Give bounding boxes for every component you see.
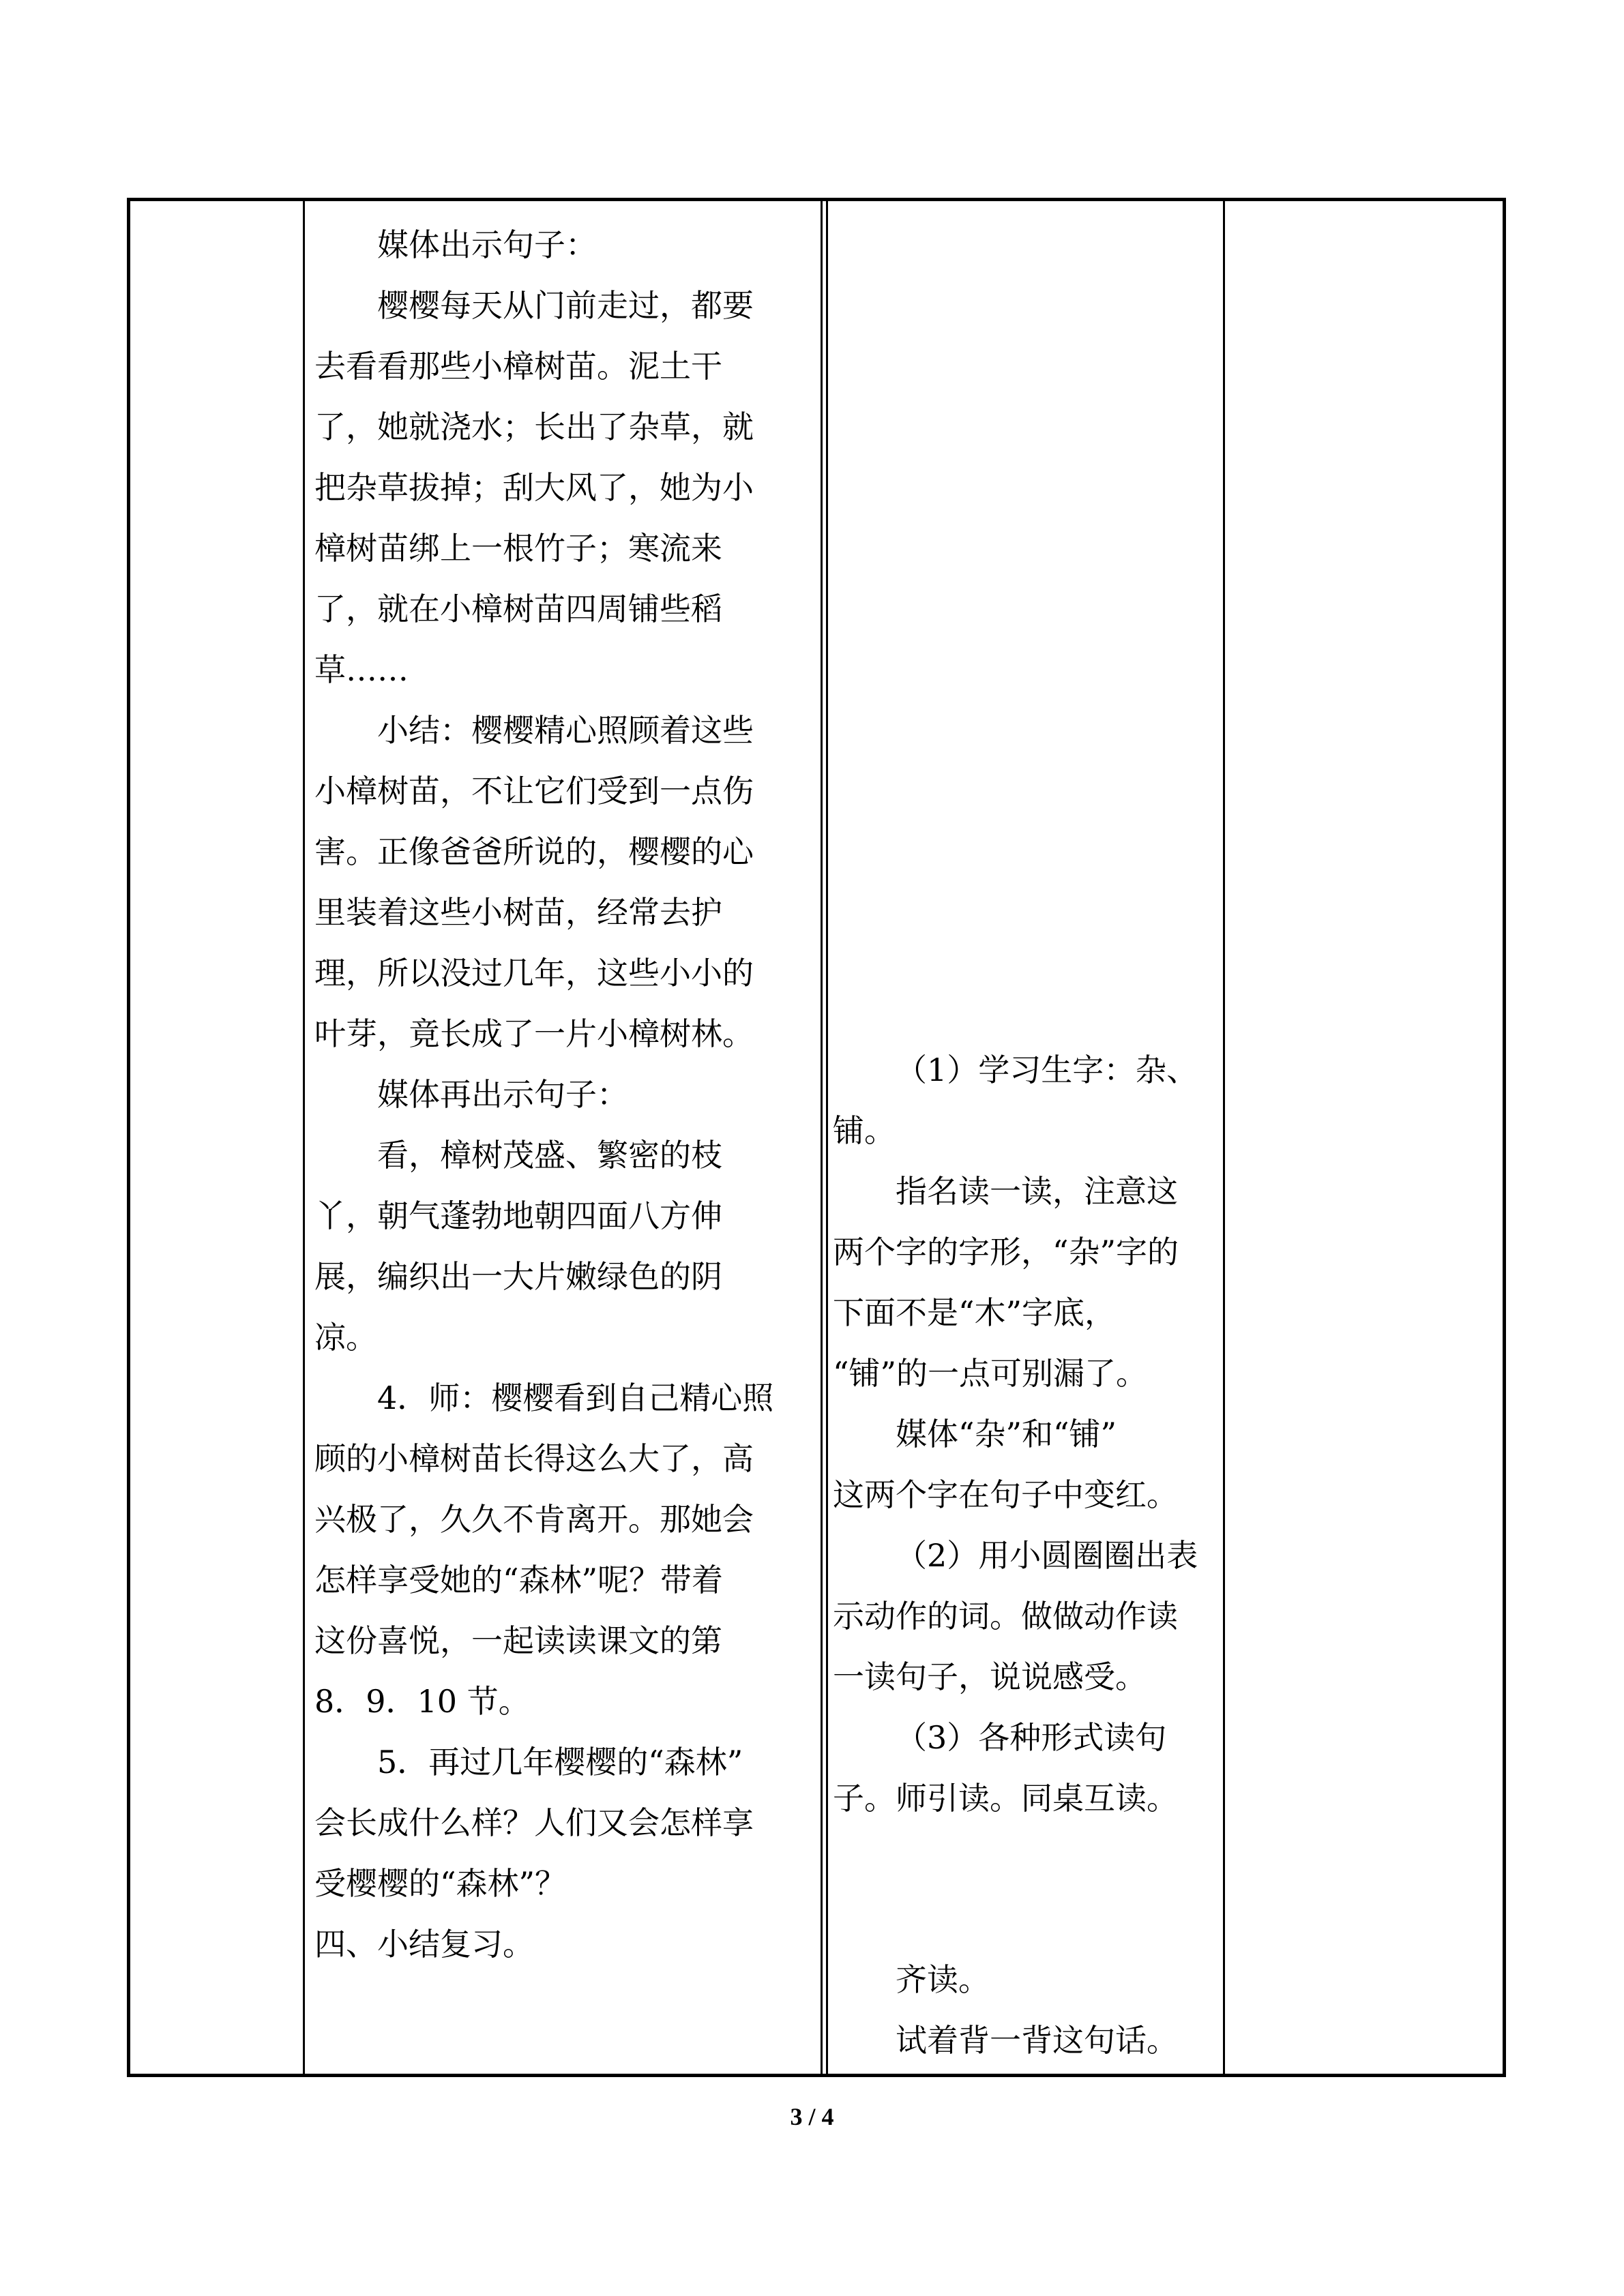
text-line: 叶芽，竟长成了一片小樟树林。 — [314, 1015, 754, 1052]
text-line: （3）各种形式读句 — [896, 1719, 1167, 1756]
text-line: 四、小结复习。 — [314, 1926, 534, 1963]
text-line: 媒体出示句子： — [377, 226, 597, 263]
text-line: 了，就在小樟树苗四周铺些稻 — [314, 591, 722, 627]
column-divider-3 — [1223, 201, 1225, 2074]
student-activity-block-2 — [833, 1950, 1218, 2071]
page-number: 3 / 4 — [790, 2103, 834, 2130]
text-line: 指名读一读，注意这 — [896, 1173, 1178, 1210]
text-line: 去看看那些小樟树苗。泥土干 — [314, 348, 722, 385]
text-line: 兴极了，久久不肯离开。那她会 — [314, 1501, 754, 1538]
text-line: 理，所以没过几年，这些小小的 — [314, 955, 754, 992]
text-line: 一读句子，说说感受。 — [833, 1658, 1147, 1695]
text-line: 8．9．10 节。 — [314, 1683, 530, 1720]
text-line: 草…… — [314, 651, 409, 688]
lesson-plan-table — [127, 198, 1506, 2077]
text-line: 会长成什么样？人们又会怎样享 — [314, 1804, 754, 1841]
text-line: 怎样享受她的“森林”呢？带着 — [314, 1562, 724, 1598]
text-line: 了，她就浇水；长出了杂草，就 — [314, 408, 754, 445]
text-line: 受樱樱的“森林”？ — [314, 1865, 567, 1902]
text-line: 这两个字在句子中变红。 — [833, 1476, 1178, 1513]
column-divider-1 — [303, 201, 305, 2074]
text-line: 下面不是“木”字底， — [833, 1294, 1117, 1331]
text-line: 子。师引读。同桌互读。 — [833, 1780, 1178, 1817]
text-line: 樱樱每天从门前走过，都要 — [377, 287, 754, 324]
text-line: 把杂草拔掉；刮大风了，她为小 — [314, 469, 754, 506]
text-line: 5．再过几年樱樱的“森林” — [377, 1744, 743, 1780]
text-line: 铺。 — [833, 1112, 896, 1149]
text-line: 齐读。 — [896, 1961, 990, 1998]
text-line: 小结：樱樱精心照顾着这些 — [377, 712, 754, 749]
text-line: 这份喜悦，一起读读课文的第 — [314, 1622, 722, 1659]
text-line: 害。正像爸爸所说的，樱樱的心 — [314, 833, 754, 870]
text-line: 媒体再出示句子： — [377, 1076, 628, 1113]
column-divider-2 — [821, 201, 828, 2074]
text-line: 4．师：樱樱看到自己精心照 — [377, 1380, 774, 1416]
text-line: “铺”的一点可别漏了。 — [833, 1355, 1148, 1392]
text-line: 樟树苗绑上一根竹子；寒流来 — [314, 530, 722, 567]
text-line: 试着背一背这句话。 — [896, 2022, 1178, 2059]
text-line: 展，编织出一大片嫩绿色的阴 — [314, 1258, 722, 1295]
text-line: （2）用小圆圈圈出表 — [896, 1537, 1198, 1574]
teaching-process-column — [314, 215, 816, 1975]
text-line: 里装着这些小树苗，经常去护 — [314, 894, 722, 931]
text-line: 看，樟树茂盛、繁密的枝 — [377, 1137, 722, 1174]
text-line: 顾的小樟树苗长得这么大了，高 — [314, 1440, 754, 1477]
text-line: （1）学习生字：杂、 — [896, 1052, 1198, 1088]
student-activity-block-1 — [833, 1040, 1218, 1829]
text-line: 小樟树苗，不让它们受到一点伤 — [314, 773, 754, 809]
text-line: 媒体“杂”和“铺” — [896, 1416, 1117, 1452]
text-line: 示动作的词。做做动作读 — [833, 1598, 1178, 1635]
text-line: 凉。 — [314, 1319, 377, 1356]
text-line: 两个字的字形，“杂”字的 — [833, 1234, 1179, 1270]
text-line: 丫，朝气蓬勃地朝四面八方伸 — [314, 1197, 722, 1234]
